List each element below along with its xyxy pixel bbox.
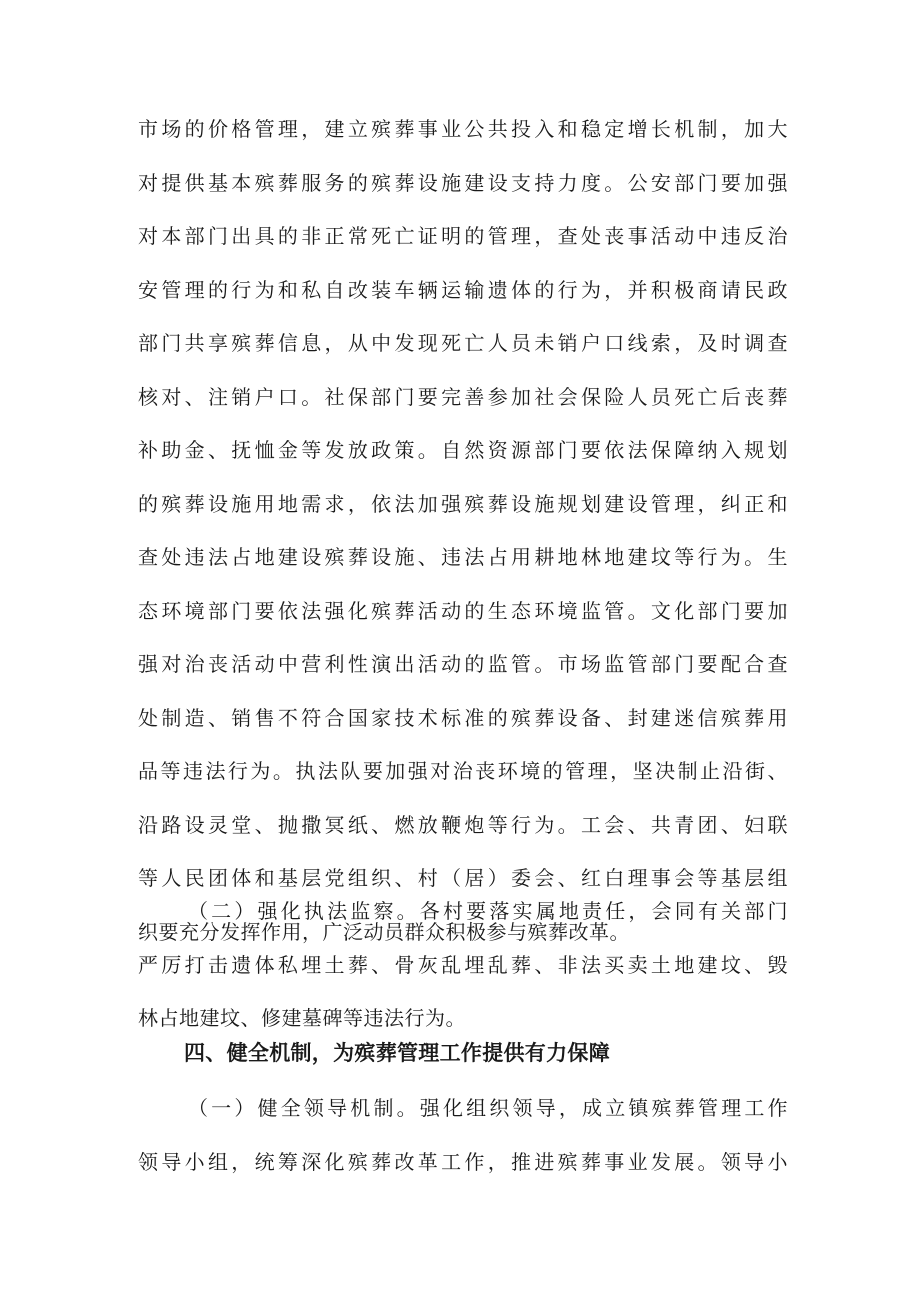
text-line: 对本部门出具的非正常死亡证明的管理，查处丧事活动中违反治 [138, 224, 788, 248]
text-line: 林占地建坟、修建墓碑等违法行为。 [138, 1006, 466, 1030]
section-heading [138, 1027, 788, 1081]
text-line: （一）健全领导机制。强化组织领导，成立镇殡葬管理工作 [188, 1096, 788, 1120]
text-line: 核对、注销户口。社保部门要完善参加社会保险人员死亡后丧葬 [138, 384, 788, 409]
section-heading-text: 四、健全机制，为殡葬管理工作提供有力保障 [184, 1041, 610, 1065]
paragraph-leadership-mechanism [138, 1082, 788, 1189]
paragraph-agency-duties [138, 103, 788, 959]
text-line: 对提供基本殡葬服务的殡葬设施建设支持力度。公安部门要加强 [138, 170, 788, 195]
text-line: 的殡葬设施用地需求，依法加强殡葬设施规划建设管理，纠正和 [138, 491, 788, 516]
text-line: 领导小组，统筹深化殡葬改革工作，推进殡葬事业发展。领导小 [138, 1149, 788, 1174]
text-line: 市场的价格管理，建立殡葬事业公共投入和稳定增长机制，加大 [138, 117, 788, 141]
text-line: 查处违法占地建设殡葬设施、违法占用耕地林地建坟等行为。生 [138, 545, 788, 569]
text-line: 沿路设灵堂、抛撒冥纸、燃放鞭炮等行为。工会、共青团、妇联 [138, 812, 788, 837]
text-line: 处制造、销售不符合国家技术标准的殡葬设备、封建迷信殡葬用 [138, 705, 788, 730]
text-line: 安管理的行为和私自改装车辆运输遗体的行为，并积极商请民政 [138, 277, 788, 302]
text-line: 等人民团体和基层党组织、村（居）委会、红白理事会等基层组 [138, 866, 788, 890]
text-line: 严厉打击遗体私埋土葬、骨灰乱埋乱葬、非法买卖土地建坟、毁 [138, 952, 788, 977]
text-line: 强对治丧活动中营利性演出活动的监管。市场监管部门要配合查 [138, 652, 788, 676]
text-line: 补助金、抚恤金等发放政策。自然资源部门要依法保障纳入规划 [138, 438, 788, 462]
text-line: 部门共享殡葬信息，从中发现死亡人员未销户口线索，及时调查 [138, 331, 788, 355]
text-line: 品等违法行为。执法队要加强对治丧环境的管理，坚决制止沿街、 [138, 759, 788, 783]
text-line: 态环境部门要依法强化殡葬活动的生态环境监管。文化部门要加 [138, 598, 788, 623]
text-line: 织要充分发挥作用，广泛动员群众积极参与殡葬改革。 [138, 919, 630, 944]
text-line: （二）强化执法监察。各村要落实属地责任，会同有关部门 [188, 899, 788, 923]
paragraph-law-enforcement [138, 885, 788, 1046]
